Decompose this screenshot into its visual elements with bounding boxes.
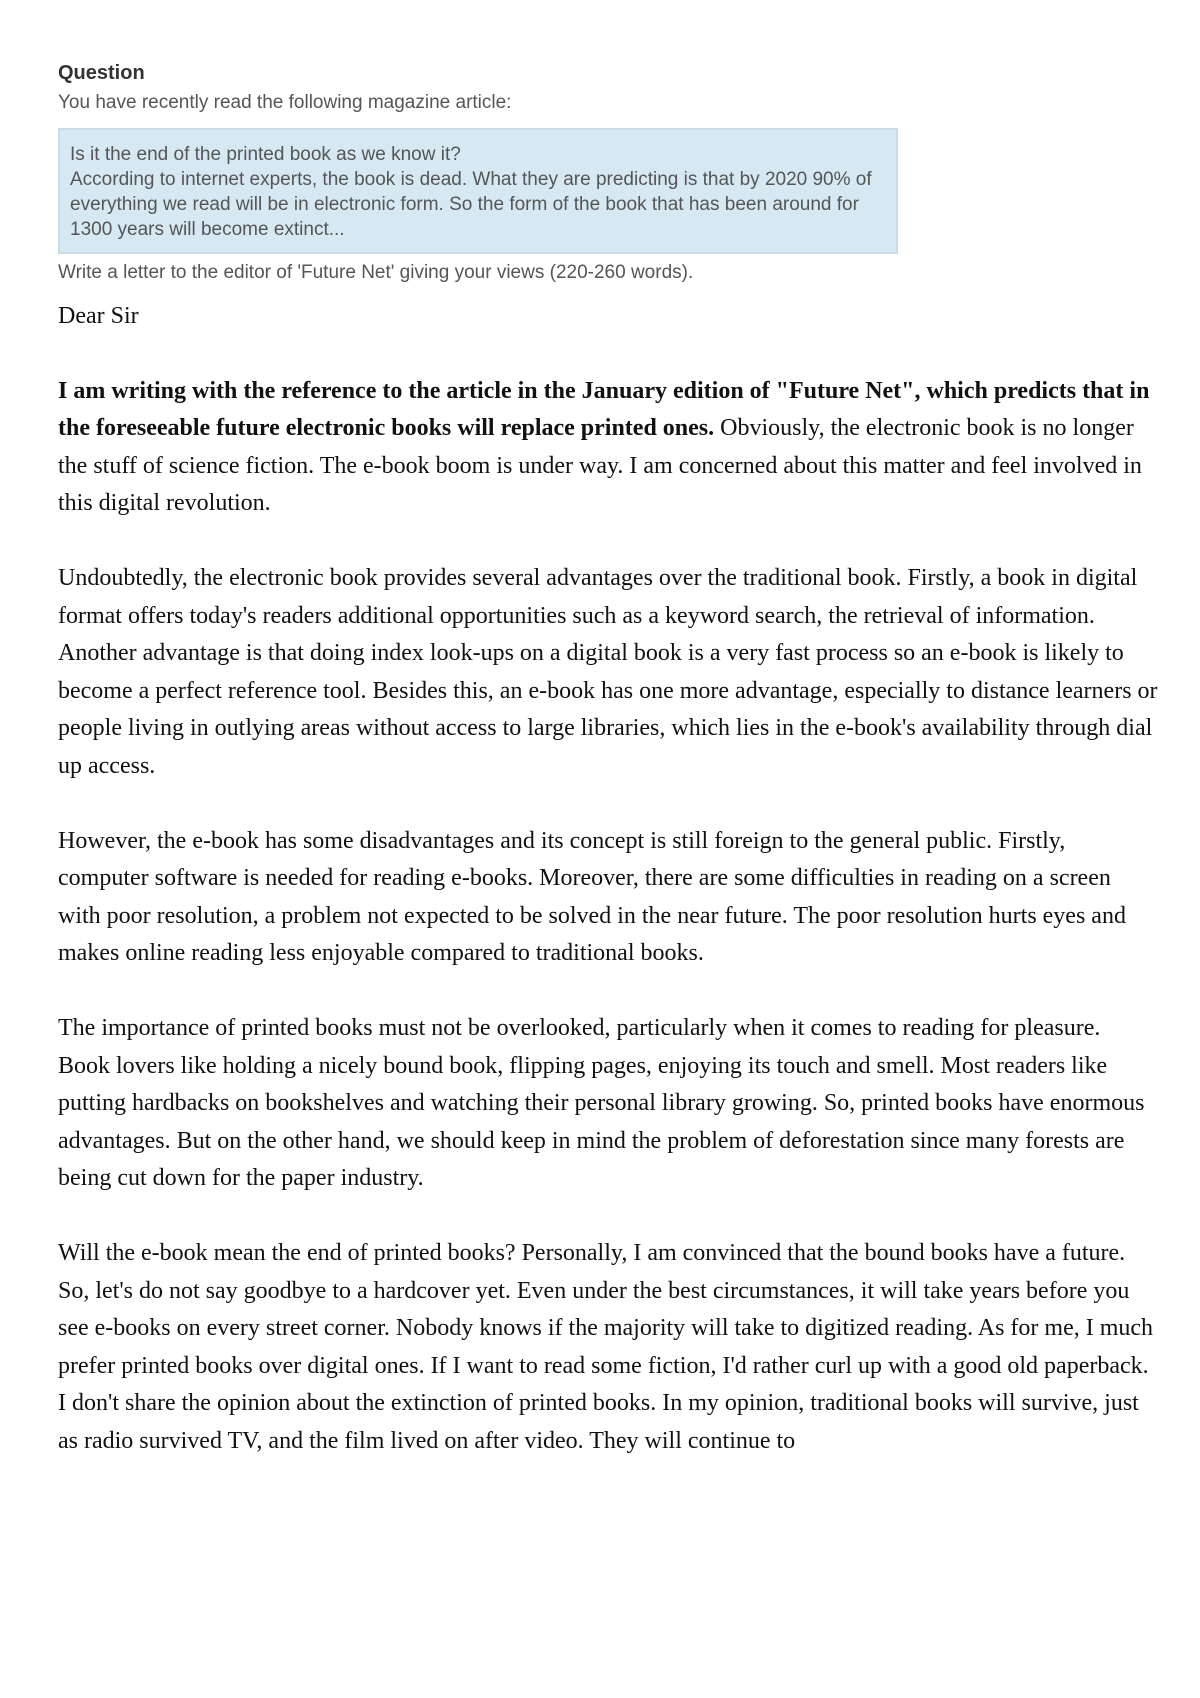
article-body: According to internet experts, the book is dead. What they are predicting is that by 2020 90% of everything we read will be in electronic form. So the form of the book that has been around for 1300 years will become extinct... (70, 169, 872, 240)
letter-salutation: Dear Sir (58, 303, 139, 329)
letter-body (58, 298, 1158, 1460)
letter-paragraph-2: Undoubtedly, the electronic book provides several advantages over the traditional book. Firstly, a book in digital format offers today's readers additional opportunities such as a keyword search, the retrieval of information. Another advantage is that doing index look-ups on a digital book is a very fast process so an e-book is likely to become a perfect reference tool. Besides this, an e-book has one more advantage, especially to distance learners or people living in outlying areas without access to large libraries, which lies in the e-book's availability through dial up access. (58, 565, 1158, 779)
question-intro: You have recently read the following magazine article: (58, 92, 512, 113)
letter-paragraph-3: However, the e-book has some disadvantages and its concept is still foreign to the general public. Firstly, computer software is needed for reading e-books. Moreover, there are some difficulties in reading on a screen with poor resolution, a problem not expected to be solved in the near future. The poor resolution hurts eyes and makes online reading less enjoyable compared to traditional books. (58, 827, 1126, 966)
question-heading: Question (58, 62, 145, 84)
letter-paragraph-4: The importance of printed books must not be overlooked, particularly when it comes to reading for pleasure. Book lovers like holding a nicely bound book, flipping pages, enjoying its touch and smell. Most readers like putting hardbacks on bookshelves and watching their personal library growing. So, printed books have enormous advantages. But on the other hand, we should keep in mind the problem of deforestation since many forests are being cut down for the paper industry. (58, 1015, 1145, 1191)
letter-opening-bold: I am writing with the reference to the article in the January edition of "Future Net", which predicts that in the foreseeable future electronic books will replace printed ones. (58, 377, 1150, 441)
article-title: Is it the end of the printed book as we know it? (70, 144, 461, 165)
document-page (58, 60, 1158, 1460)
letter-paragraph-1-rest: Obviously, the electronic book is no longer the stuff of science fiction. The e-book boom is under way. I am concerned about this matter and feel involved in this digital revolution. (58, 415, 1142, 516)
task-instruction: Write a letter to the editor of 'Future Net' giving your views (220-260 words). (58, 262, 694, 283)
letter-paragraph-1 (58, 373, 1158, 523)
letter-paragraph-5: Will the e-book mean the end of printed books? Personally, I am convinced that the bound books have a future. So, let's do not say goodbye to a hardcover yet. Even under the best circumstances, it will take years before you see e-books on every street corner. Nobody knows if the majority will take to digitized reading. As for me, I much prefer printed books over digital ones. If I want to read some fiction, I'd rather curl up with a good old paperback. I don't share the opinion about the extinction of printed books. In my opinion, traditional books will survive, just as radio survived TV, and the film lived on after video. They will continue to (58, 1240, 1154, 1454)
article-excerpt-box (58, 128, 898, 254)
